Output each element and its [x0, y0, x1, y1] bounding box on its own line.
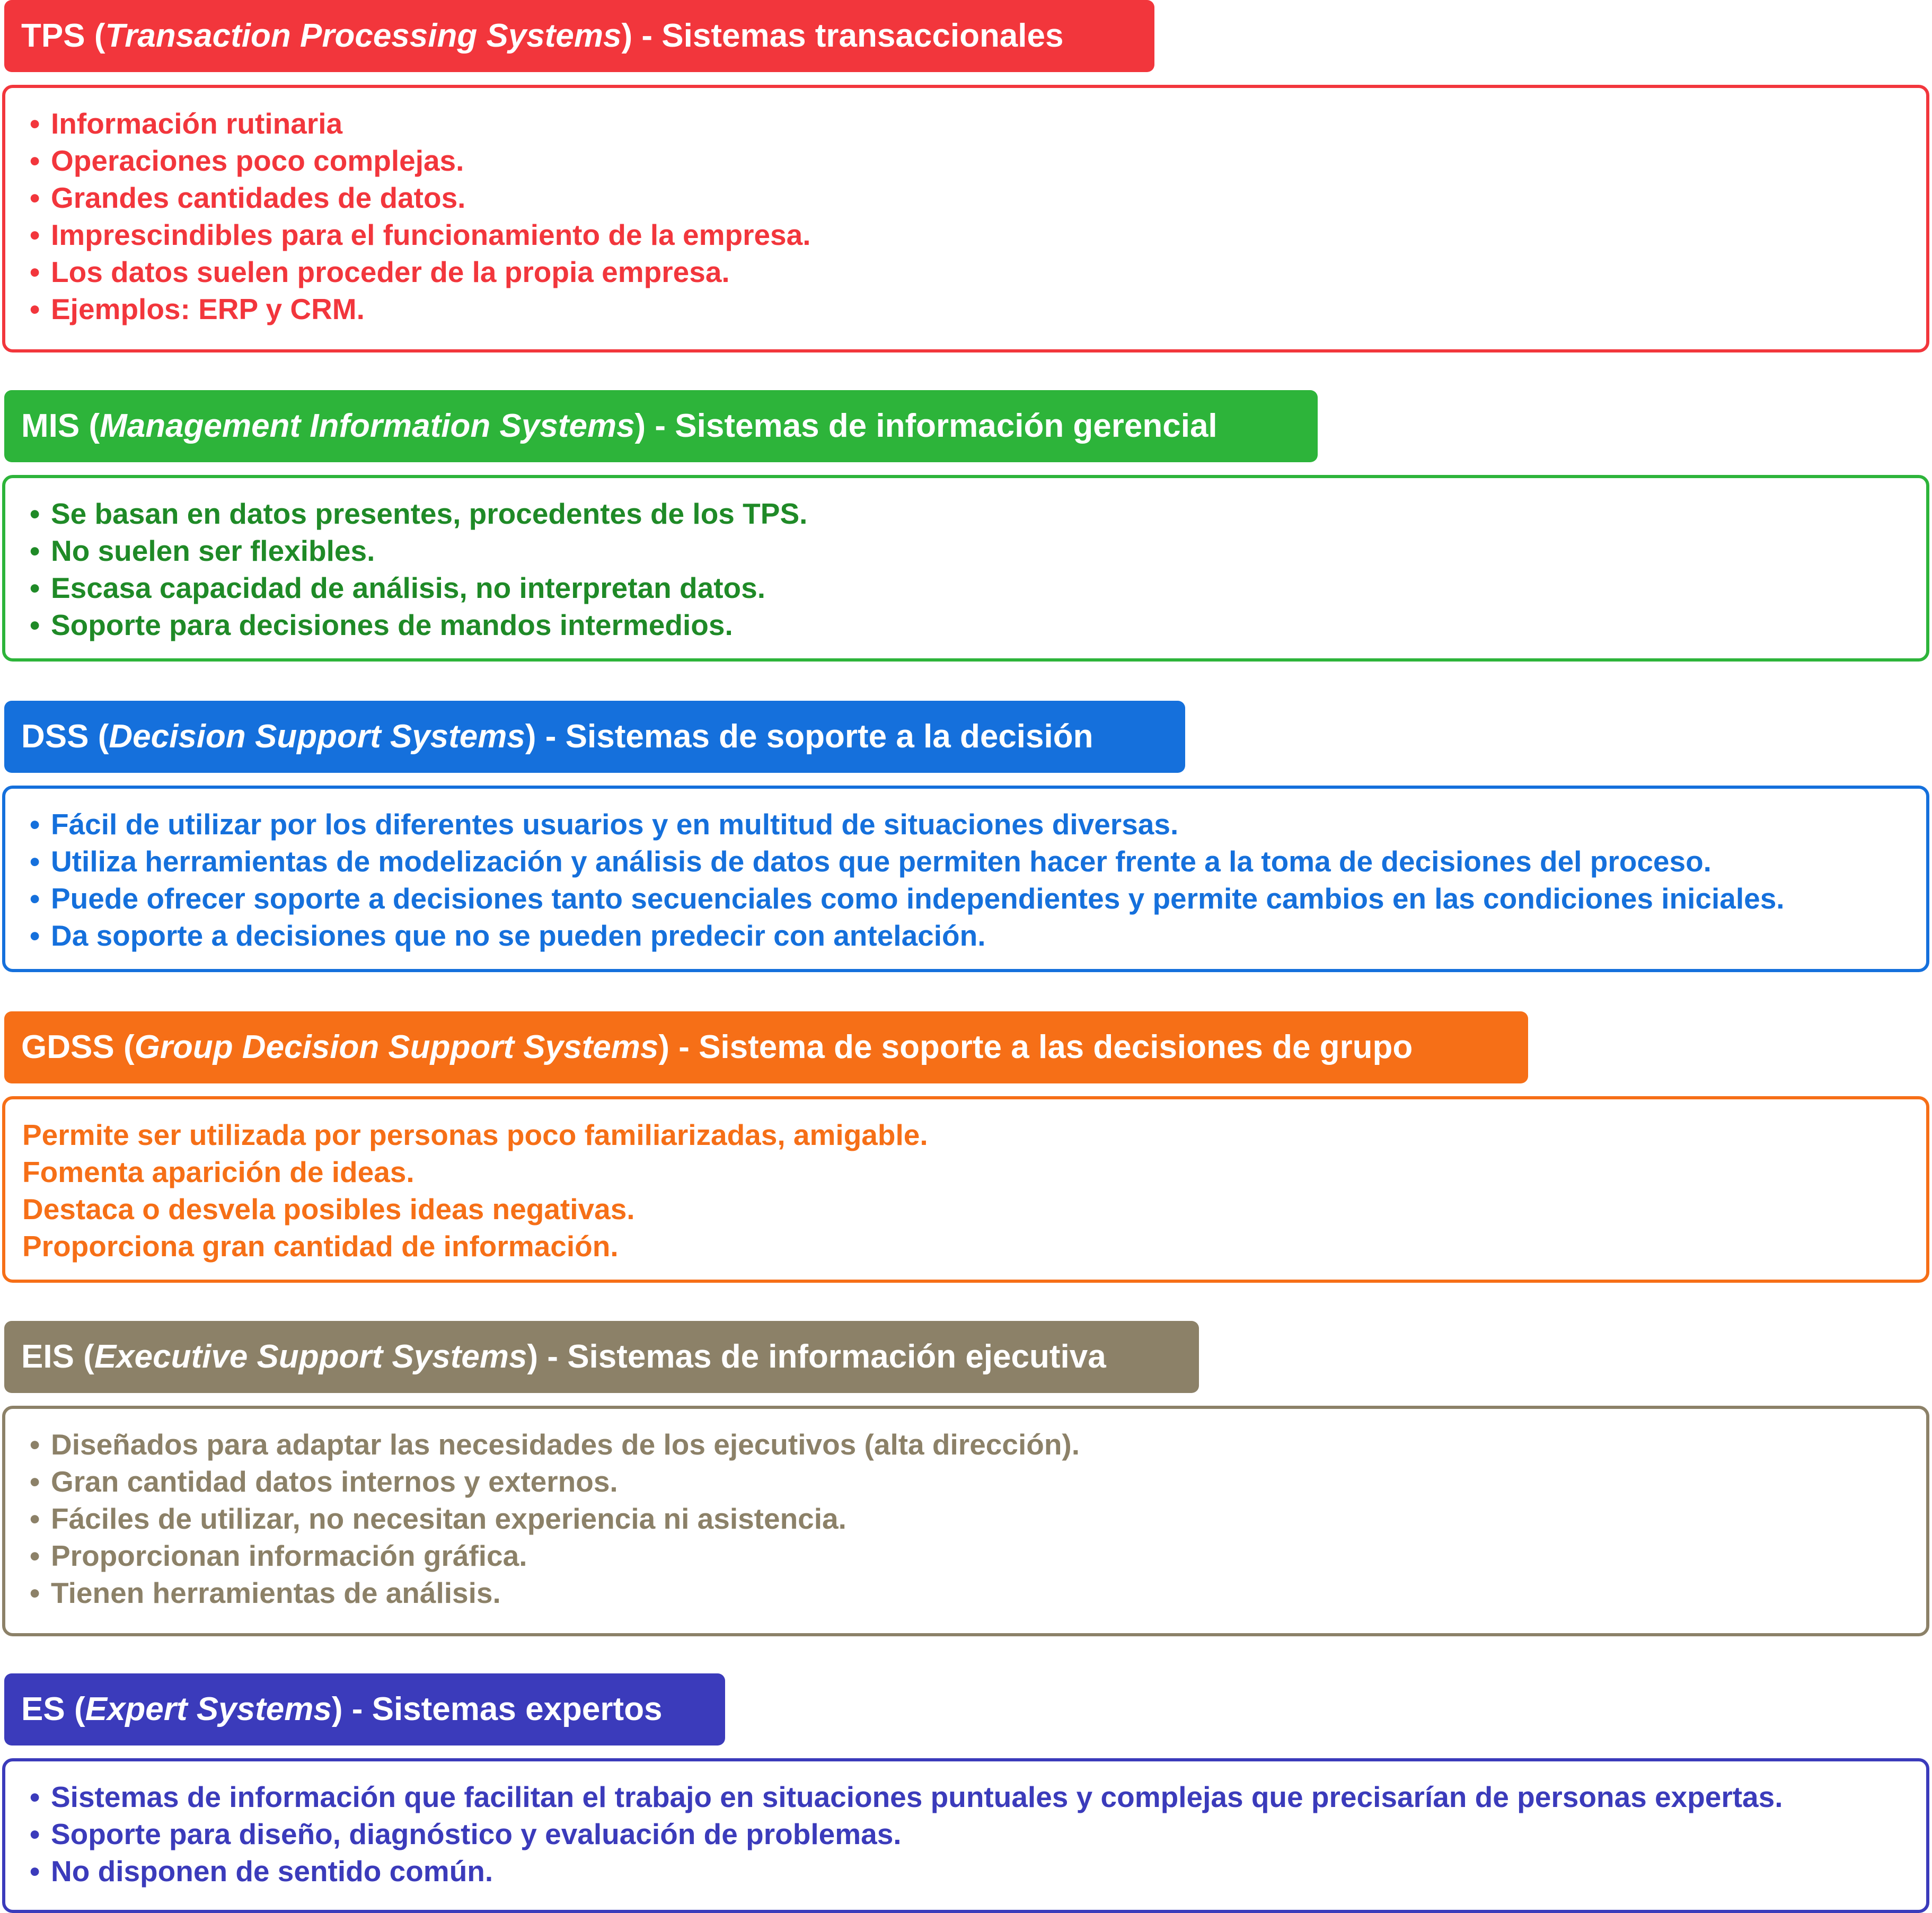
list-item	[30, 142, 811, 179]
tps-content-box	[2, 85, 1929, 352]
list-item	[30, 532, 807, 569]
list-item-text: Los datos suelen proceder de la propia empresa.	[51, 255, 730, 288]
eis-content-box	[2, 1406, 1929, 1636]
bullet-icon: •	[30, 1576, 40, 1609]
list-item	[30, 253, 811, 290]
header-abbr: DSS	[21, 718, 89, 755]
list-item	[30, 1778, 1783, 1815]
list-item	[22, 1116, 928, 1153]
bullet-icon: •	[30, 845, 40, 878]
list-item-text: Escasa capacidad de análisis, no interpretan datos.	[51, 571, 766, 604]
list-item	[30, 1853, 1783, 1890]
header-abbr: GDSS	[21, 1029, 114, 1065]
es-content-box	[2, 1758, 1929, 1913]
bullet-icon: •	[30, 255, 40, 288]
list-item-text: No disponen de sentido común.	[51, 1855, 493, 1888]
list-item-text: Proporciona gran cantidad de información.	[22, 1230, 619, 1263]
feature-list	[30, 105, 811, 328]
header-spanish-name: Sistemas de información gerencial	[675, 408, 1218, 444]
feature-list	[30, 495, 807, 643]
list-item	[22, 1191, 928, 1228]
list-item-text: Fomenta aparición de ideas.	[22, 1156, 414, 1188]
header-spanish-name: Sistemas de información ejecutiva	[567, 1338, 1106, 1375]
bullet-icon: •	[30, 808, 40, 841]
header-english-name: Group Decision Support Systems	[134, 1029, 659, 1065]
header-english-name: Transaction Processing Systems	[105, 17, 622, 54]
bullet-icon: •	[30, 609, 40, 641]
list-item	[30, 1574, 1080, 1611]
list-item-text: Sistemas de información que facilitan el trabajo en situaciones puntuales y complejas que precisarían de personas expertas.	[51, 1780, 1783, 1813]
list-item	[30, 569, 807, 606]
list-item-text: Soporte para diseño, diagnóstico y evaluación de problemas.	[51, 1818, 902, 1850]
list-item	[30, 105, 811, 142]
list-item-text: Imprescindibles para el funcionamiento de la empresa.	[51, 218, 811, 251]
bullet-icon: •	[30, 293, 40, 325]
list-item-text: Fácil de utilizar por los diferentes usuarios y en multitud de situaciones diversas.	[51, 808, 1179, 841]
bullet-icon: •	[30, 107, 40, 140]
gdss-content-box	[2, 1096, 1929, 1283]
header-abbr: TPS	[21, 17, 85, 54]
bullet-icon: •	[30, 1780, 40, 1813]
eis-header: EIS (Executive Support Systems) - Sistemas de información ejecutiva	[4, 1321, 1199, 1393]
list-item-text: Proporcionan información gráfica.	[51, 1539, 527, 1572]
header-abbr: EIS	[21, 1338, 74, 1375]
list-item-text: Operaciones poco complejas.	[51, 144, 464, 177]
header-english-name: Management Information Systems	[100, 408, 635, 444]
list-item	[30, 1463, 1080, 1500]
list-item-text: Grandes cantidades de datos.	[51, 181, 466, 214]
feature-list	[22, 1116, 928, 1265]
header-english-name: Decision Support Systems	[109, 718, 525, 755]
list-item	[22, 1153, 928, 1191]
dss-content-box	[2, 786, 1929, 972]
es-header: ES (Expert Systems) - Sistemas expertos	[4, 1673, 725, 1745]
list-item	[30, 1500, 1080, 1537]
list-item	[30, 1815, 1783, 1853]
list-item	[30, 495, 807, 532]
bullet-icon: •	[30, 571, 40, 604]
bullet-icon: •	[30, 144, 40, 177]
feature-list	[30, 1778, 1783, 1890]
feature-list	[30, 1426, 1080, 1611]
list-item-text: Tienen herramientas de análisis.	[51, 1576, 501, 1609]
bullet-icon: •	[30, 919, 40, 952]
header-english-name: Executive Support Systems	[94, 1338, 527, 1375]
mis-content-box	[2, 475, 1929, 662]
list-item	[30, 216, 811, 253]
list-item-text: Puede ofrecer soporte a decisiones tanto secuenciales como independientes y permite cambios en las condiciones iniciales.	[51, 882, 1785, 915]
list-item	[30, 1537, 1080, 1574]
list-item	[30, 1426, 1080, 1463]
tps-header: TPS (Transaction Processing Systems) - Sistemas transaccionales	[4, 0, 1154, 72]
bullet-icon: •	[30, 218, 40, 251]
list-item	[30, 806, 1785, 843]
list-item	[30, 843, 1785, 880]
bullet-icon: •	[30, 1855, 40, 1888]
bullet-icon: •	[30, 1428, 40, 1461]
header-spanish-name: Sistemas de soporte a la decisión	[565, 718, 1093, 755]
list-item-text: Da soporte a decisiones que no se pueden predecir con antelación.	[51, 919, 986, 952]
list-item-text: Permite ser utilizada por personas poco familiarizadas, amigable.	[22, 1118, 928, 1151]
header-spanish-name: Sistemas expertos	[372, 1691, 663, 1727]
list-item	[30, 917, 1785, 954]
bullet-icon: •	[30, 1502, 40, 1535]
list-item	[30, 880, 1785, 917]
header-abbr: ES	[21, 1691, 65, 1727]
header-spanish-name: Sistemas transaccionales	[661, 17, 1064, 54]
bullet-icon: •	[30, 497, 40, 530]
feature-list	[30, 806, 1785, 954]
bullet-icon: •	[30, 1818, 40, 1850]
list-item-text: No suelen ser flexibles.	[51, 534, 375, 567]
bullet-icon: •	[30, 882, 40, 915]
list-item	[30, 606, 807, 643]
header-abbr: MIS	[21, 408, 80, 444]
header-spanish-name: Sistema de soporte a las decisiones de grupo	[699, 1029, 1413, 1065]
list-item-text: Diseñados para adaptar las necesidades de los ejecutivos (alta dirección).	[51, 1428, 1080, 1461]
list-item-text: Fáciles de utilizar, no necesitan experiencia ni asistencia.	[51, 1502, 846, 1535]
list-item-text: Ejemplos: ERP y CRM.	[51, 293, 365, 325]
bullet-icon: •	[30, 534, 40, 567]
list-item-text: Utiliza herramientas de modelización y análisis de datos que permiten hacer frente a la toma de decisiones del proceso.	[51, 845, 1712, 878]
dss-header: DSS (Decision Support Systems) - Sistemas de soporte a la decisión	[4, 701, 1185, 773]
header-english-name: Expert Systems	[85, 1691, 332, 1727]
list-item-text: Se basan en datos presentes, procedentes de los TPS.	[51, 497, 808, 530]
list-item	[22, 1228, 928, 1265]
list-item-text: Soporte para decisiones de mandos intermedios.	[51, 609, 733, 641]
bullet-icon: •	[30, 181, 40, 214]
list-item	[30, 290, 811, 328]
bullet-icon: •	[30, 1465, 40, 1498]
mis-header: MIS (Management Information Systems) - Sistemas de información gerencial	[4, 390, 1318, 462]
list-item-text: Gran cantidad datos internos y externos.	[51, 1465, 618, 1498]
bullet-icon: •	[30, 1539, 40, 1572]
gdss-header: GDSS (Group Decision Support Systems) - Sistema de soporte a las decisiones de grupo	[4, 1011, 1528, 1083]
list-item-text: Información rutinaria	[51, 107, 343, 140]
list-item-text: Destaca o desvela posibles ideas negativas.	[22, 1193, 635, 1226]
list-item	[30, 179, 811, 216]
